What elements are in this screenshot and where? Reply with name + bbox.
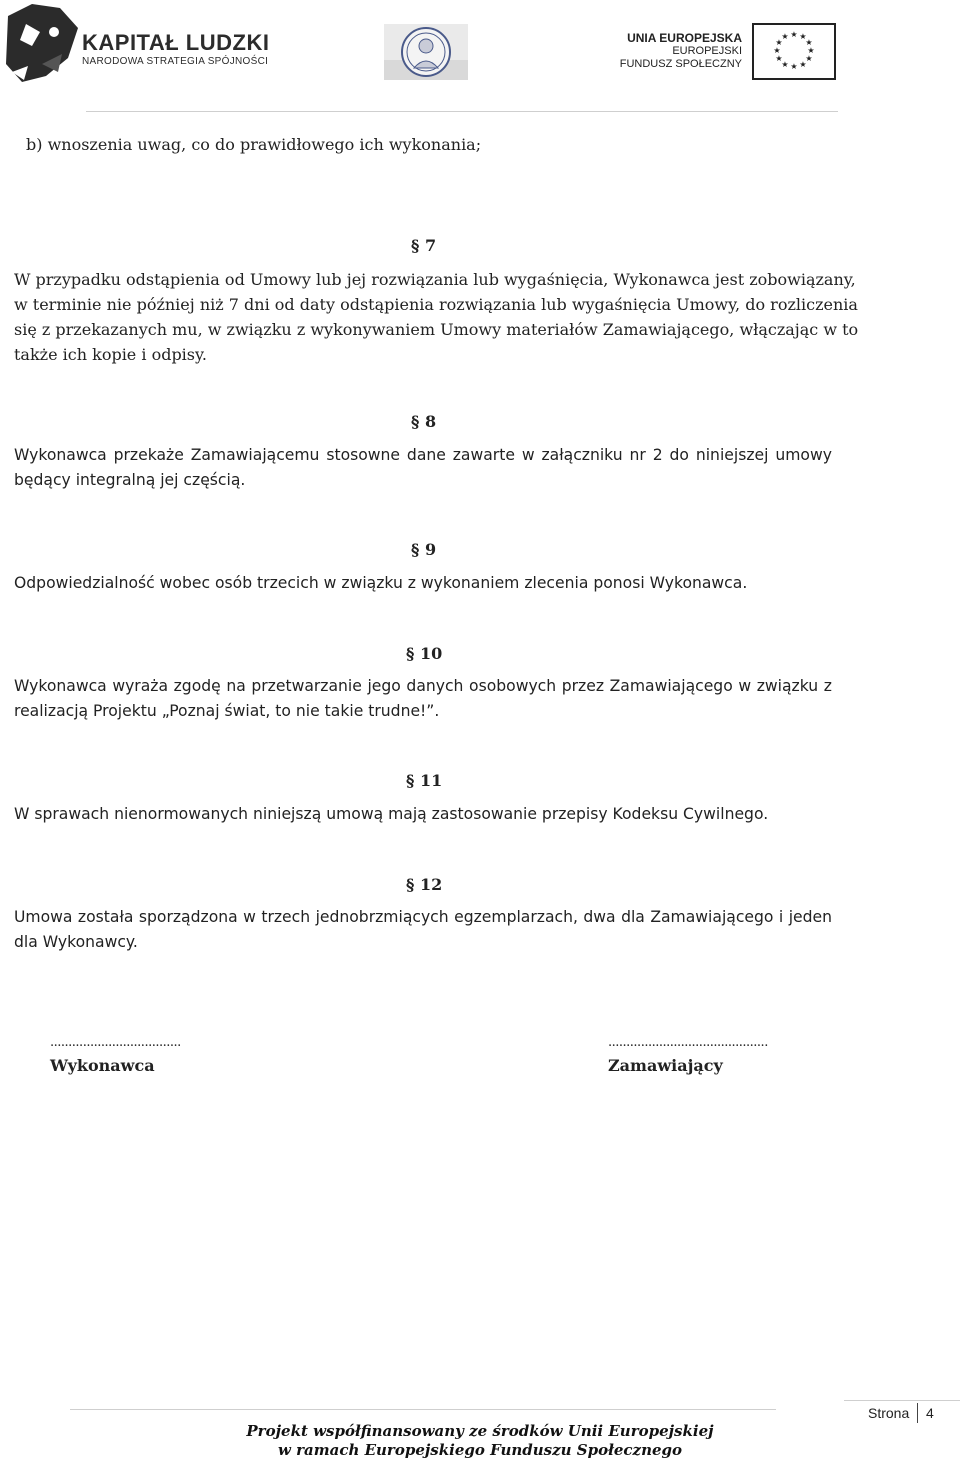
word: Zamawiającego — [609, 677, 733, 695]
word: Wykonawca — [14, 446, 107, 464]
word: Zamawiającego — [650, 908, 774, 926]
svg-text:★: ★ — [773, 46, 781, 55]
svg-text:★: ★ — [790, 62, 798, 71]
word: dla — [621, 908, 645, 926]
page-label: Strona — [868, 1405, 910, 1421]
contractor-signature-label: Wykonawca — [50, 1056, 155, 1075]
word: przekaże — [113, 446, 184, 464]
svg-text:★: ★ — [805, 54, 813, 63]
client-signature-line: ............................................ — [608, 1035, 768, 1050]
word: nr — [629, 446, 646, 464]
eu-fund-label-2: FUNDUSZ SPOŁECZNY — [619, 58, 742, 70]
word: przetwarzanie — [251, 677, 362, 695]
word: na — [226, 677, 246, 695]
svg-text:★: ★ — [807, 46, 815, 55]
word: danych — [406, 677, 464, 695]
header-divider — [86, 111, 838, 112]
word: w — [243, 908, 256, 926]
kapital-ludzki-title: KAPITAŁ LUDZKI — [82, 30, 270, 55]
word: dwa — [583, 908, 616, 926]
contractor-signature-line: .................................... — [50, 1035, 181, 1050]
word: została — [77, 908, 134, 926]
section-8-heading: § 8 — [411, 412, 437, 431]
section-10-line-2: realizacją Projektu „Poznaj świat, to nie takie trudne!”. — [14, 702, 440, 720]
footer-cofinance-line-1: Projekt współfinansowany ze środków Unii Europejskiej — [246, 1422, 714, 1440]
section-7-heading: § 7 — [411, 236, 437, 255]
section-11-heading: § 11 — [406, 771, 443, 790]
section-12-line-1 — [14, 908, 832, 926]
svg-text:★: ★ — [775, 54, 783, 63]
eu-flag-icon — [752, 23, 836, 80]
footer-cofinance-line-2: w ramach Europejskiego Funduszu Społecznego — [277, 1441, 683, 1459]
kapital-ludzki-subtitle: NARODOWA STRATEGIA SPÓJNOŚCI — [82, 56, 269, 67]
section-9-line-1: Odpowiedzialność wobec osób trzecich w związku z wykonaniem zlecenia ponosi Wykonawca. — [14, 574, 748, 592]
svg-text:★: ★ — [781, 32, 789, 41]
word: w — [521, 446, 535, 464]
section-12-line-2: dla Wykonawcy. — [14, 933, 138, 951]
word: Wykonawca — [14, 677, 107, 695]
section-8-line-1 — [14, 446, 832, 464]
section-7-line-4: także ich kopie i odpisy. — [14, 345, 208, 364]
client-signature-label: Zamawiający — [608, 1056, 723, 1075]
word: osobowych — [469, 677, 557, 695]
section-9-heading: § 9 — [411, 540, 437, 559]
svg-text:★: ★ — [790, 30, 798, 39]
word: załączniku — [541, 446, 623, 464]
word: do — [669, 446, 689, 464]
word: jeden — [788, 908, 832, 926]
word: Zamawiającemu — [190, 446, 320, 464]
page-number: 4 — [926, 1405, 934, 1421]
university-seal-logo — [384, 24, 468, 80]
word: i — [778, 908, 784, 926]
word: zgodę — [173, 677, 221, 695]
page-separator — [917, 1403, 918, 1423]
word: umowy — [775, 446, 832, 464]
eu-union-label: UNIA EUROPEJSKA — [627, 31, 742, 45]
section-11-line-1: W sprawach nienormowanych niniejszą umową mają zastosowanie przepisy Kodeksu Cywilnego. — [14, 805, 769, 823]
list-item-b: b) wnoszenia uwag, co do prawidłowego ich wykonania; — [26, 135, 482, 154]
svg-text:★: ★ — [799, 32, 807, 41]
svg-text:★: ★ — [805, 38, 813, 47]
word: niniejszej — [695, 446, 769, 464]
section-8-line-2: będący integralną jej częścią. — [14, 471, 246, 489]
section-10-heading: § 10 — [406, 644, 443, 663]
word: stosowne — [326, 446, 401, 464]
word: trzech — [261, 908, 311, 926]
word: egzemplarzach, — [454, 908, 578, 926]
svg-text:★: ★ — [775, 38, 783, 47]
footer-divider — [70, 1409, 776, 1410]
word: 2 — [652, 446, 663, 464]
word: zawarte — [452, 446, 515, 464]
svg-text:★: ★ — [781, 60, 789, 69]
word: z — [823, 677, 832, 695]
section-7-line-2: w terminie nie później niż 7 dni od daty odstąpienia rozwiązania lub wygaśnięcia Umowy, do rozliczenia — [14, 295, 858, 314]
word: dane — [406, 446, 446, 464]
section-7-line-3: się z przekazanych mu, w związku z wykonywaniem Umowy materiałów Zamawiającego, włączając w to — [14, 320, 859, 339]
section-12-heading: § 12 — [406, 875, 443, 894]
word: wyraża — [112, 677, 169, 695]
section-10-line-1 — [14, 677, 832, 695]
svg-text:★: ★ — [799, 60, 807, 69]
word: Umowa — [14, 908, 73, 926]
word: w — [738, 677, 752, 695]
word: jednobrzmiących — [315, 908, 449, 926]
word: przez — [561, 677, 605, 695]
word: związku — [756, 677, 819, 695]
eu-fund-label-1: EUROPEJSKI — [672, 45, 742, 57]
word: sporządzona — [138, 908, 238, 926]
section-7-line-1: W przypadku odstąpienia od Umowy lub jej rozwiązania lub wygaśnięcia, Wykonawca jest zobowiązany, — [14, 270, 856, 289]
word: jego — [367, 677, 401, 695]
